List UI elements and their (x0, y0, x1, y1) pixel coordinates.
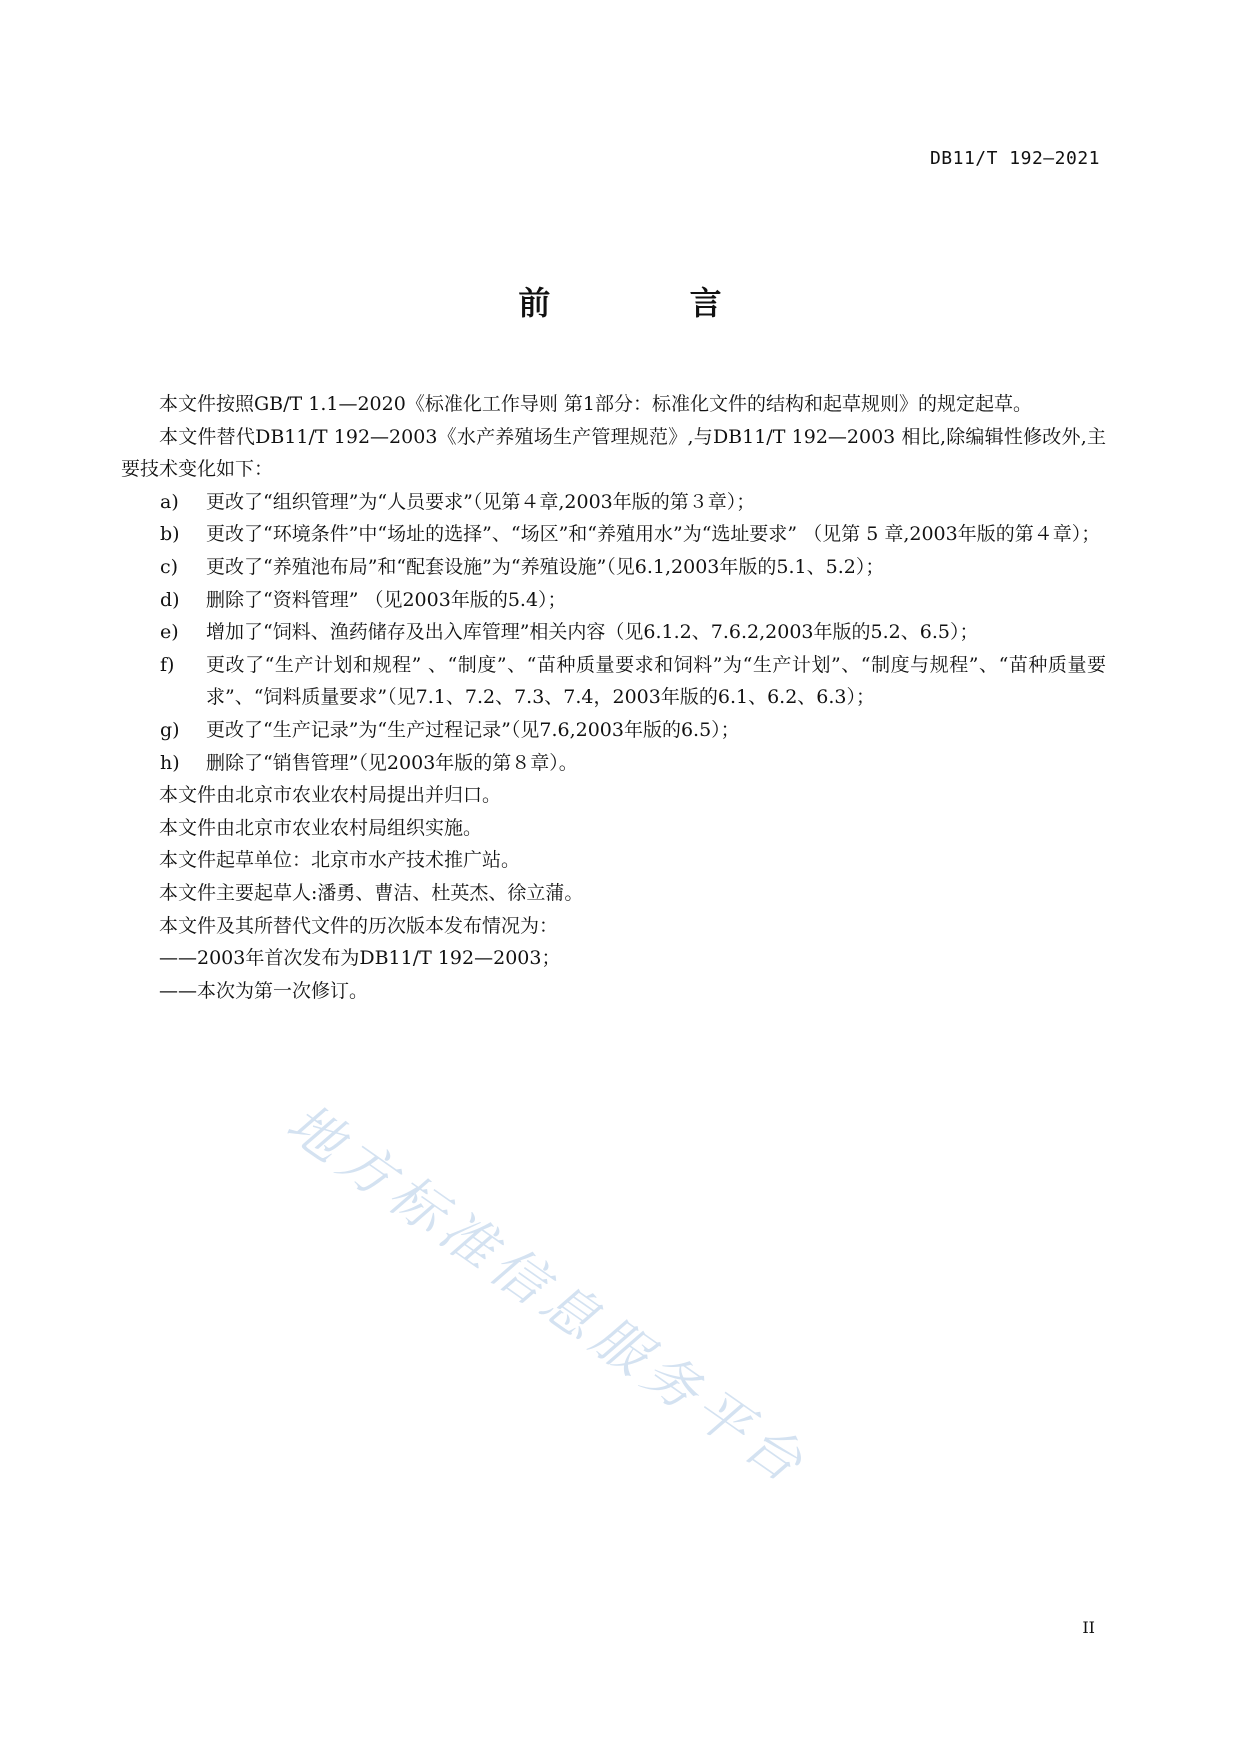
list-text: 更改了“生产记录”为“生产过程记录”（见7.6,2003年版的6.5）； (206, 718, 740, 741)
list-item (121, 747, 1106, 780)
list-text: 更改了“组织管理”为“人员要求”（见第４章,2003年版的第３章）； (206, 490, 756, 513)
list-text: 更改了“环境条件”中“场址的选择”、“场区”和“养殖用水”为“选址要求” （见第 5 章,2003年版的第４章）； (206, 523, 1101, 546)
changes-list (121, 486, 1106, 779)
list-marker: h) (160, 751, 180, 774)
list-marker: g) (160, 718, 180, 741)
info-line-drafters: 本文件主要起草人:潘勇、曹洁、杜英杰、徐立蒲。 (159, 881, 584, 904)
list-marker: e) (160, 621, 179, 644)
info-line-proposer: 本文件由北京市农业农村局提出并归口。 (159, 784, 502, 807)
watermark: 地方标准信息服务平台 (275, 1091, 820, 1499)
info-line-implementer: 本文件由北京市农业农村局组织实施。 (159, 816, 483, 839)
list-text: 更改了“生产计划和规程” 、“制度”、“苗种质量要求和饲料”为“生产计划”、“制度与规程”、“苗种质量要求”、“饲料质量要求”（见7.1、7.2、7.3、7.4，2003年版的6.1、6.2、6.3）； (206, 653, 1106, 709)
info-line-history-first: ——2003年首次发布为DB11/T 192—2003； (159, 947, 561, 970)
page-number: II (1082, 1618, 1095, 1637)
list-marker: c) (160, 555, 179, 578)
list-item (121, 649, 1106, 714)
info-line-history-intro: 本文件及其所替代文件的历次版本发布情况为： (159, 914, 559, 937)
document-body (121, 388, 1106, 1007)
doc-code: DB11/T 192—2021 (929, 148, 1100, 169)
list-item (121, 584, 1106, 617)
info-line-history-current: ——本次为第一次修订。 (159, 979, 369, 1002)
list-item (121, 714, 1106, 747)
paragraph-replacement: 本文件替代DB11/T 192—2003《水产养殖场生产管理规范》,与DB11/T 192—2003 相比,除编辑性修改外,主要技术变化如下： (121, 425, 1106, 481)
list-marker: d) (160, 588, 180, 611)
list-text: 增加了“饲料、渔药储存及出入库管理”相关内容（见6.1.2、7.6.2,2003年版的5.2、6.5）； (206, 621, 979, 644)
list-marker: a) (160, 490, 179, 513)
list-text: 删除了“资料管理” （见2003年版的5.4）； (206, 588, 567, 611)
list-marker: b) (160, 523, 180, 546)
list-marker: f) (160, 653, 175, 676)
list-text: 删除了“销售管理”（见2003年版的第８章）。 (206, 751, 578, 774)
page-title: 前 言 (518, 284, 786, 322)
list-item (121, 551, 1106, 584)
list-text: 更改了“养殖池布局”和“配套设施”为“养殖设施”（见6.1,2003年版的5.1、5.2）； (206, 555, 885, 578)
list-item (121, 486, 1106, 519)
info-line-drafting-unit: 本文件起草单位：北京市水产技术推广站。 (159, 849, 521, 872)
list-item (121, 616, 1106, 649)
list-item (121, 518, 1106, 551)
paragraph-basis: 本文件按照GB/T 1.1—2020《标准化工作导则 第1部分：标准化文件的结构和起草规则》的规定起草。 (159, 393, 1032, 415)
